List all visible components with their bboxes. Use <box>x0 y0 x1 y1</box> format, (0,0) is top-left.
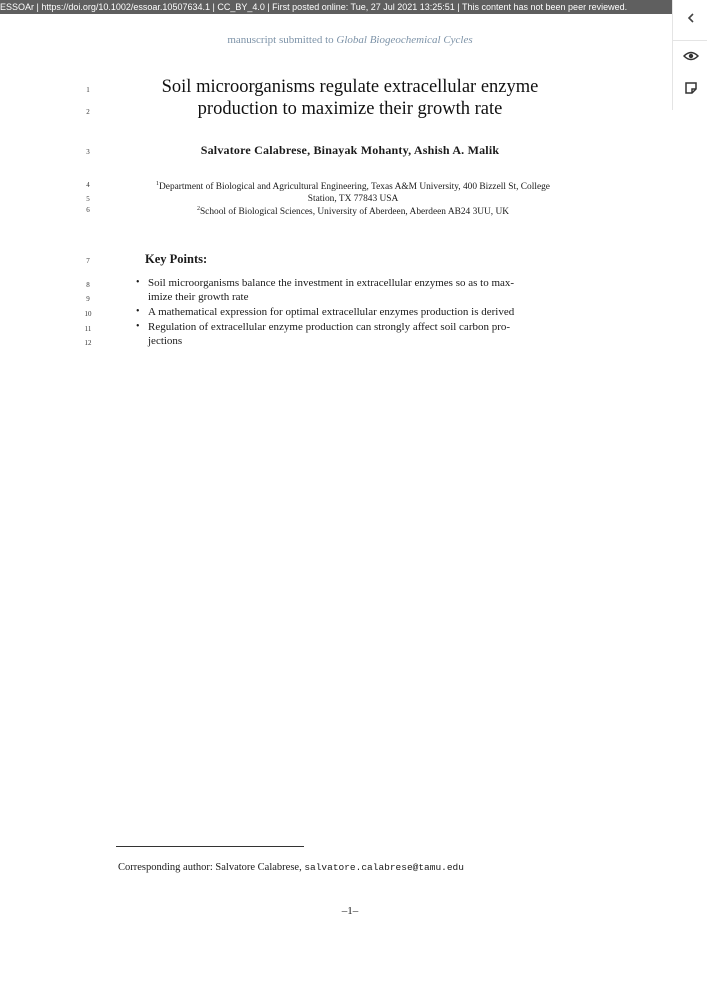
line-number: 4 <box>86 181 90 189</box>
line-number: 2 <box>86 108 90 116</box>
key-points-heading: Key Points: <box>145 252 208 266</box>
affiliation-mark: 1 <box>156 181 160 187</box>
key-point-line: Regulation of extracellular enzyme production can strongly affect soil carbon pro- <box>148 321 511 333</box>
collapse-panel-button[interactable] <box>680 7 702 29</box>
bullet-marker: • <box>136 277 140 288</box>
note-icon <box>684 81 698 95</box>
line-number: 11 <box>84 325 92 333</box>
line-number: 8 <box>86 281 90 289</box>
affiliation-1 <box>118 178 588 205</box>
bullet-marker: • <box>136 321 140 332</box>
journal-name: Global Biogeochemical Cycles <box>336 34 473 46</box>
affiliation-text: School of Biological Sciences, University of Aberdeen, Aberdeen AB24 3UU, UK <box>199 207 510 217</box>
line-number: 10 <box>84 310 92 318</box>
corresponding-author-footnote <box>118 862 464 873</box>
paper-title-line: production to maximize their growth rate <box>197 99 503 119</box>
paper-title <box>110 76 590 120</box>
author-list: Salvatore Calabrese, Binayak Mohanty, Ashish A. Malik <box>200 143 500 157</box>
author-email: salvatore.calabrese@tamu.edu <box>304 862 464 873</box>
side-toolbar <box>672 0 707 110</box>
key-point-line: jections <box>148 335 183 347</box>
paper-title-line: Soil microorganisms regulate extracellular enzyme <box>161 77 539 97</box>
key-point-line: imize their growth rate <box>148 291 249 303</box>
preprint-banner <box>0 0 672 14</box>
affiliation-text: Department of Biological and Agricultural Engineering, Texas A&M University, 400 Bizzell St, College <box>159 182 550 192</box>
footnote-label: Corresponding author: Salvatore Calabrese, <box>118 862 302 873</box>
key-point-line: A mathematical expression for optimal extracellular enzymes production is derived <box>148 306 515 318</box>
key-point-line: Soil microorganisms balance the investment in extracellular enzymes so as to max- <box>148 277 515 289</box>
affiliation-text: Station, TX 77843 USA <box>307 194 399 204</box>
line-number: 5 <box>86 195 90 203</box>
notes-button[interactable] <box>680 77 702 99</box>
line-number: 7 <box>86 257 90 265</box>
affiliation-2 <box>118 203 588 218</box>
line-number: 12 <box>84 339 92 347</box>
line-number: 6 <box>86 206 90 214</box>
line-number: 3 <box>86 148 90 156</box>
line-number: 1 <box>86 86 90 94</box>
chevron-left-icon <box>685 12 697 24</box>
running-header-prefix: manuscript submitted to <box>227 34 334 46</box>
line-number: 9 <box>86 295 90 303</box>
bullet-marker: • <box>136 306 140 317</box>
running-header <box>0 34 700 46</box>
affiliation-mark: 2 <box>196 206 200 212</box>
preprint-banner-text: ESSOAr | https://doi.org/10.1002/essoar.10507634.1 | CC_BY_4.0 | First posted online: Tue, 27 Jul 2021 13:25:51 | This content has not been peer reviewed. <box>0 2 628 12</box>
footnote-divider <box>116 846 304 847</box>
page-number: –1– <box>341 905 359 917</box>
eye-icon <box>683 50 699 62</box>
view-button[interactable] <box>680 45 702 67</box>
